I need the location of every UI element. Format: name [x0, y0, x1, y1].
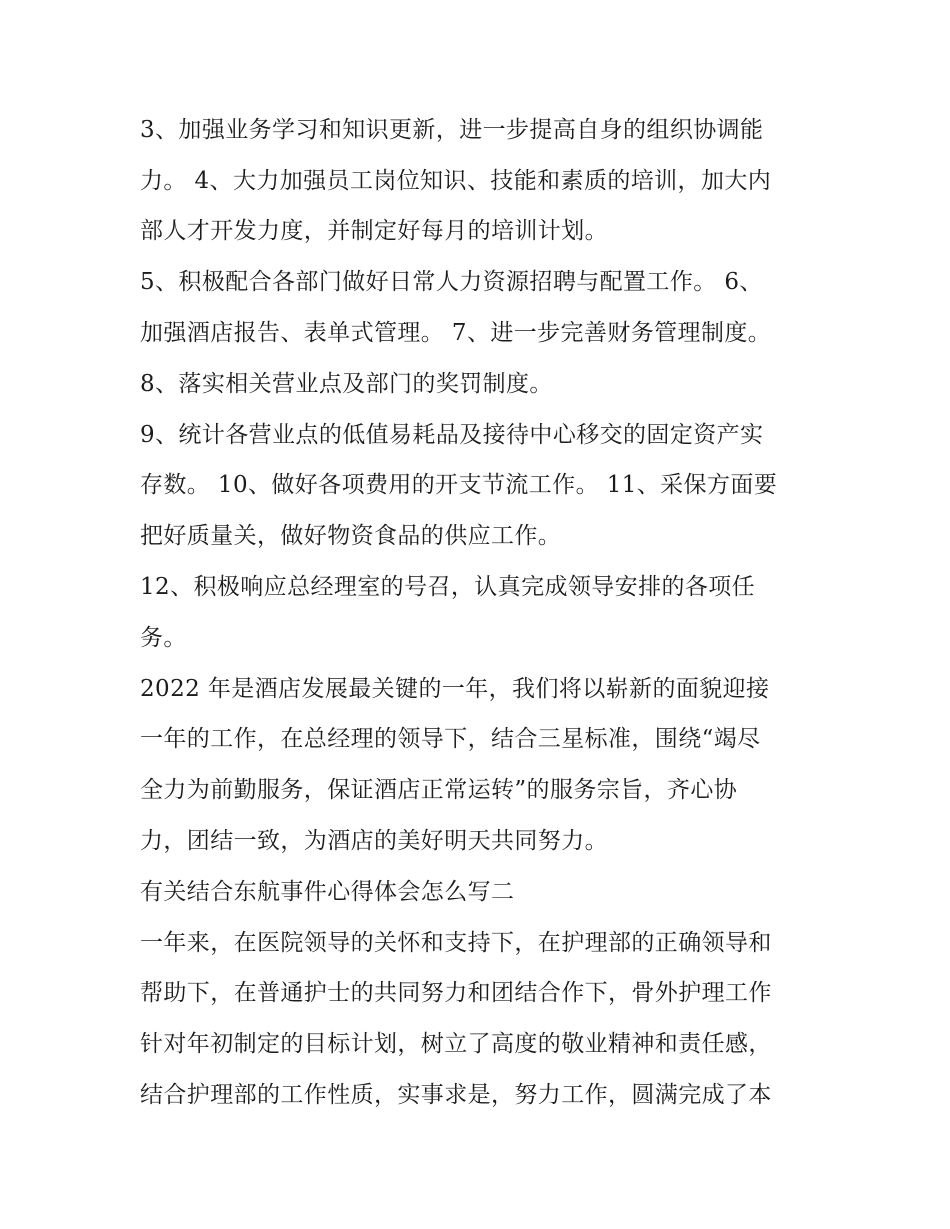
paragraph-line: 针对年初制定的目标计划，树立了高度的敬业精神和责任感， — [140, 1031, 772, 1057]
section-heading: 有关结合东航事件心得体会怎么写二 — [140, 879, 515, 905]
paragraph-line: 加强酒店报告、表单式管理。 7、进一步完善财务管理制度。 — [140, 320, 772, 346]
paragraph-line: 5、积极配合各部门做好日常人力资源招聘与配置工作。 6、 — [140, 269, 763, 295]
paragraph-line: 结合护理部的工作性质，实事求是，努力工作，圆满完成了本 — [140, 1082, 772, 1108]
paragraph-line: 9、统计各营业点的低值易耗品及接待中心移交的固定资产实 — [140, 422, 764, 448]
paragraph-line: 帮助下，在普通护士的共同努力和团结合作下，骨外护理工作 — [140, 980, 772, 1006]
paragraph-line: 一年的工作，在总经理的领导下，结合三星标准，围绕“竭尽 — [140, 726, 761, 752]
paragraph-line: 存数。 10、做好各项费用的开支节流工作。 11、采保方面要 — [140, 472, 778, 498]
paragraph-line: 全力为前勤服务，保证酒店正常运转”的服务宗旨，齐心协 — [140, 777, 738, 803]
paragraph-line: 部人才开发力度，并制定好每月的培训计划。 — [140, 218, 608, 244]
paragraph-line: 力，团结一致，为酒店的美好明天共同努力。 — [140, 828, 608, 854]
paragraph-line: 务。 — [140, 625, 187, 651]
paragraph-line: 把好质量关，做好物资食品的供应工作。 — [140, 523, 562, 549]
paragraph-line: 一年来，在医院领导的关怀和支持下，在护理部的正确领导和 — [140, 930, 772, 956]
paragraph-line: 2022 年是酒店发展最关键的一年，我们将以崭新的面貌迎接 — [140, 676, 770, 702]
paragraph-line: 力。 4、大力加强员工岗位知识、技能和素质的培训，加大内 — [140, 168, 772, 194]
paragraph-line: 3、加强业务学习和知识更新，进一步提高自身的组织协调能 — [140, 117, 764, 143]
paragraph-line: 12、积极响应总经理室的号召，认真完成领导安排的各项任 — [140, 574, 756, 600]
paragraph-line: 8、落实相关营业点及部门的奖罚制度。 — [140, 371, 553, 397]
